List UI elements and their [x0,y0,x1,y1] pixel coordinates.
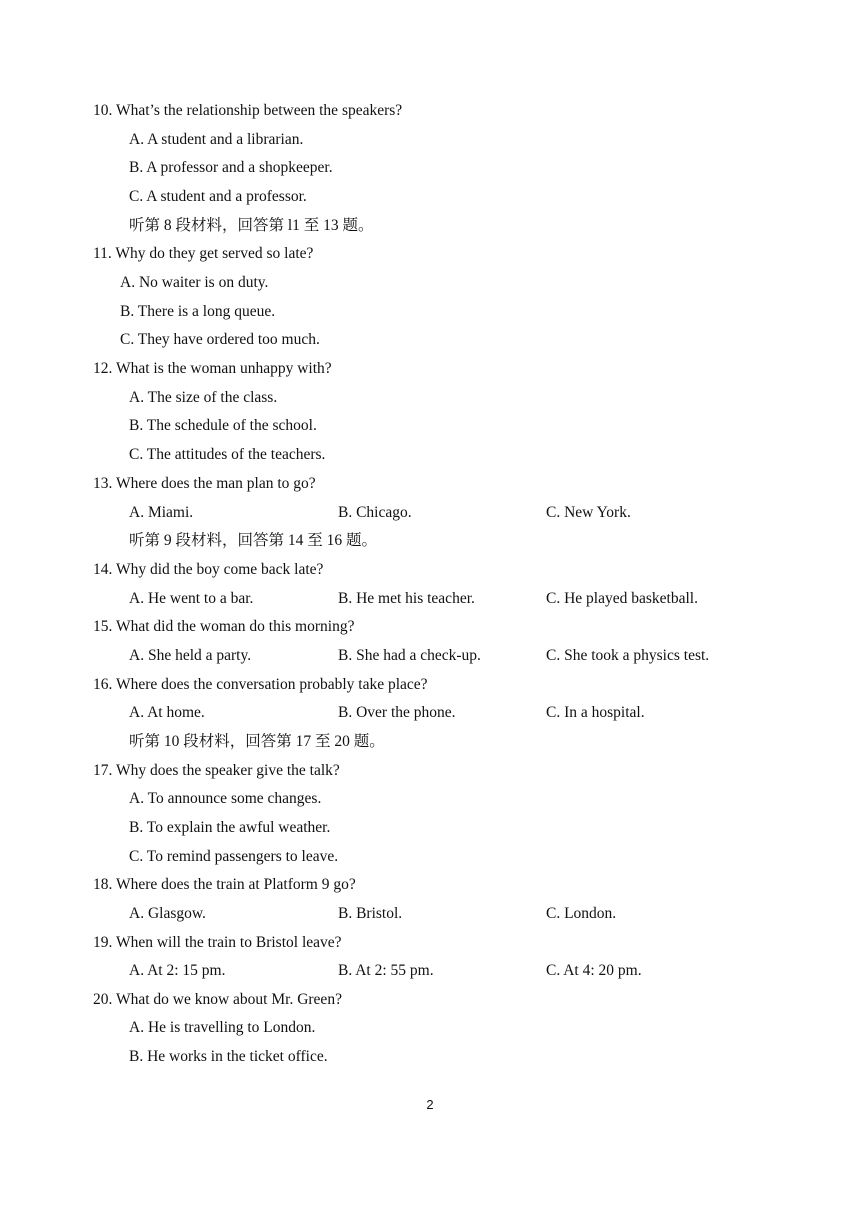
q13-option-a: A. Miami. [129,504,194,521]
question-18: 18. Where does the train at Platform 9 go? [93,876,356,893]
question-16: 16. Where does the conversation probably take place? [93,676,428,693]
q17-option-a: A. To announce some changes. [129,790,322,807]
q20-option-b: B. He works in the ticket office. [129,1048,328,1065]
question-20: 20. What do we know about Mr. Green? [93,991,342,1008]
q18-option-a: A. Glasgow. [129,905,206,922]
q11-option-c: C. They have ordered too much. [120,331,320,348]
q12-option-c: C. The attitudes of the teachers. [129,446,326,463]
q14-option-c: C. He played basketball. [546,590,698,607]
q17-option-b: B. To explain the awful weather. [129,819,331,836]
question-15: 15. What did the woman do this morning? [93,618,355,635]
q20-option-a: A. He is travelling to London. [129,1019,316,1036]
section-9-instruction: 听第 9 段材料，回答第 14 至 16 题。 [129,532,378,549]
q13-option-c: C. New York. [546,504,631,521]
question-17: 17. Why does the speaker give the talk? [93,762,340,779]
q18-option-b: B. Bristol. [338,905,403,922]
question-14: 14. Why did the boy come back late? [93,561,324,578]
q11-option-a: A. No waiter is on duty. [120,274,269,291]
q19-option-b: B. At 2: 55 pm. [338,962,434,979]
question-19: 19. When will the train to Bristol leave? [93,934,342,951]
q19-option-a: A. At 2: 15 pm. [129,962,226,979]
q14-option-b: B. He met his teacher. [338,590,475,607]
q16-option-a: A. At home. [129,704,205,721]
q14-option-a: A. He went to a bar. [129,590,254,607]
question-13: 13. Where does the man plan to go? [93,475,316,492]
q13-option-b: B. Chicago. [338,504,412,521]
question-12: 12. What is the woman unhappy with? [93,360,332,377]
q17-option-c: C. To remind passengers to leave. [129,848,339,865]
q12-option-a: A. The size of the class. [129,389,278,406]
q18-option-c: C. London. [546,905,617,922]
section-8-instruction: 听第 8 段材料，回答第 l1 至 13 题。 [129,217,374,234]
q15-option-a: A. She held a party. [129,647,252,664]
q10-option-c: C. A student and a professor. [129,188,307,205]
q16-option-c: C. In a hospital. [546,704,645,721]
question-11: 11. Why do they get served so late? [93,245,314,262]
q15-option-c: C. She took a physics test. [546,647,710,664]
page-number: 2 [426,1097,434,1112]
q11-option-b: B. There is a long queue. [120,303,276,320]
q12-option-b: B. The schedule of the school. [129,417,317,434]
q10-option-a: A. A student and a librarian. [129,131,304,148]
q10-option-b: B. A professor and a shopkeeper. [129,159,333,176]
question-10: 10. What’s the relationship between the speakers? [93,102,403,119]
q15-option-b: B. She had a check-up. [338,647,481,664]
q16-option-b: B. Over the phone. [338,704,456,721]
section-10-instruction: 听第 10 段材料，回答第 17 至 20 题。 [129,733,385,750]
q19-option-c: C. At 4: 20 pm. [546,962,642,979]
